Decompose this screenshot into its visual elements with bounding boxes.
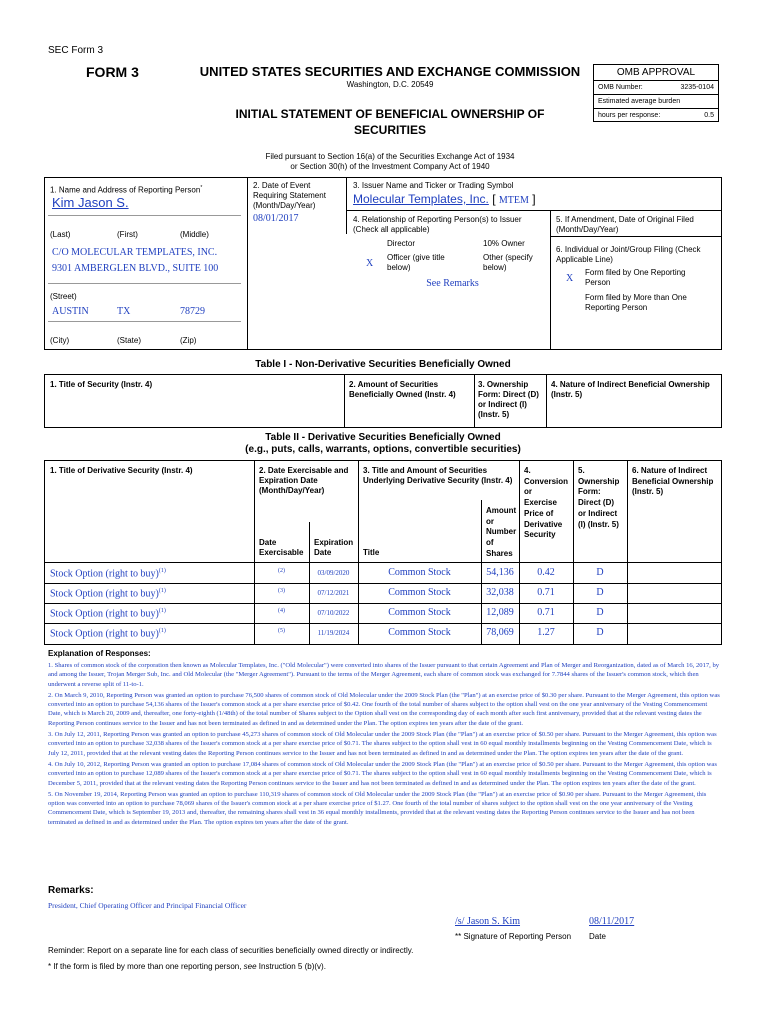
city-label: (City) (50, 336, 70, 345)
box1-label-text: 1. Name and Address of Reporting Person (50, 185, 201, 195)
ticker-bracket-close: ] (532, 192, 536, 206)
director-label: Director (387, 239, 416, 248)
zip-label: (Zip) (180, 336, 197, 345)
footnote: 3. On July 12, 2011, Reporting Person was granted an option to purchase 45,273 shares of common stock of Old Molecular under the 2009 Stock Plan (the "Plan") at an exercise price of $0.50 per share. Pursuant to the Merger Agreement, this option was converted into an option to purchase 32,038 shares of the Issuer's common stock at a per share exercise price of $0.71. The shares subject to the option shall vest in 60 equal monthly installments beginning on the Vesting Commencement Date, which is July 12, 2011, provided that at the relevant vesting dates the Reporting Person continues service to the Issuer and has not been terminated as defined in and as determined under the Plan. The option expires ten years after the date of the grant. (48, 731, 717, 757)
filed-line2: or Section 30(h) of the Investment Company Act of 1940 (290, 162, 490, 171)
box1-asterisk: * (200, 185, 203, 191)
box6-label (556, 245, 701, 265)
omb-number-value: 3235-0104 (680, 84, 714, 91)
officer-label-l2: below) (387, 263, 411, 272)
row-title: Stock Option (right to buy) (50, 568, 159, 580)
row-price: 0.42 (537, 567, 555, 578)
box3-label: 3. Issuer Name and Ticker or Trading Symbol (353, 181, 514, 190)
box2-label (253, 181, 326, 211)
t1-col3-l3: or Indirect (I) (478, 400, 527, 409)
address-line2: 9301 AMBERGLEN BLVD., SUITE 100 (52, 263, 219, 274)
row-amount: 32,038 (486, 587, 514, 598)
ticker-bracket-open: [ (492, 192, 496, 206)
sec-form-label: SEC Form 3 (48, 45, 104, 56)
t2-col5-l5: or Indirect (578, 508, 618, 518)
event-date: 08/01/2017 (253, 213, 299, 224)
t1-col4-l2: (Instr. 5) (551, 390, 583, 399)
row-title-footnote: (1) (158, 628, 166, 634)
row-title-footnote: (1) (158, 588, 166, 594)
t2-sub-amount-l1: Amount (486, 506, 517, 515)
table-row (50, 588, 166, 599)
t2-col4-l6: Derivative (524, 519, 563, 529)
table2-title-l1: Table II - Derivative Securities Beneficially Owned (265, 432, 501, 443)
t2-col4-l5: Price of (524, 508, 554, 518)
row-amount: 12,089 (486, 607, 514, 618)
filing-note (48, 962, 326, 972)
t2-sub-amount-l2: or (486, 516, 494, 526)
omb-hours-value: 0.5 (704, 112, 714, 119)
t2-sub-expiration (314, 538, 353, 558)
one-person-label-l2: Person (585, 278, 611, 287)
zip-value: 78729 (180, 306, 205, 317)
footnote: 4. On July 10, 2012, Reporting Person was granted an option to purchase 17,084 shares of common stock of Old Molecular under the 2009 Stock Plan (the "Plan") at an exercise price of $0.50 per share. Pursuant to the Merger Agreement, this option was converted into an option to purchase 12,089 shares of the Issuer's common stock at a per share exercise price of $0.71. The shares subject to the option shall vest in 60 equal monthly installments beginning on the Vesting Commencement Date, which is December 5, 2011, provided that at the relevant vesting dates the Reporting Person continues service to the Issuer and has not been terminated as defined in and as determined under the Plan. The option expires ten years after the date of the grant. (48, 760, 717, 787)
t2-col6-l3: (Instr. 5) (632, 487, 664, 497)
t1-col4-header (551, 380, 710, 400)
box6-label-l1: 6. Individual or Joint/Group Filing (Check (556, 245, 701, 254)
t2-col3-l1: 3. Title and Amount of Securities (363, 466, 488, 475)
row-ownership: D (596, 567, 604, 578)
officer-label-l1: Officer (give title (387, 253, 445, 262)
more-persons-label (585, 293, 687, 313)
ten-percent-label: 10% Owner (483, 239, 525, 248)
box4-label-l2: (Check all applicable) (353, 225, 430, 234)
box2-label-l1: 2. Date of Event (253, 181, 311, 190)
t2-sub-amount-l4: of (486, 538, 494, 548)
t2-col4-l3: or (524, 487, 532, 497)
last-label: (Last) (50, 230, 71, 239)
table2-title-l2: (e.g., puts, calls, warrants, options, convertible securities) (245, 444, 521, 455)
address-block (52, 245, 218, 277)
more-persons-label-l2: Reporting Person (585, 303, 648, 312)
t2-col2-l2: Expiration Date (259, 476, 318, 485)
t2-col4-l1: 4. (524, 466, 531, 475)
row-ownership: D (596, 627, 604, 638)
row-title-footnote: (1) (158, 568, 166, 574)
box5-label (556, 215, 694, 235)
one-person-checkmark[interactable]: X (566, 273, 574, 284)
t2-col4-l4: Exercise (524, 498, 557, 508)
row-expiration: 07/10/2022 (317, 609, 350, 617)
omb-number-label: OMB Number: (598, 84, 643, 91)
t2-col2-l3: (Month/Day/Year) (259, 486, 325, 495)
t2-col5-l1: 5. (578, 466, 585, 475)
commission-location: Washington, D.C. 20549 (346, 80, 434, 89)
row-ownership: D (596, 607, 604, 618)
row-title-footnote: (1) (158, 608, 166, 614)
t2-sub-exp-l1: Expiration (314, 538, 354, 547)
first-label: (First) (117, 230, 138, 239)
officer-label (387, 253, 445, 273)
row-ownership: D (596, 587, 604, 598)
t2-col1-header: 1. Title of Derivative Security (Instr. 4) (50, 466, 193, 475)
explanation-heading: Explanation of Responses: (48, 649, 151, 658)
row-date-exercisable: (4) (278, 608, 285, 614)
row-title: Stock Option (right to buy) (50, 628, 159, 640)
t1-col2-l1: 2. Amount of Securities (349, 380, 439, 389)
explanation-notes (48, 661, 720, 829)
box5-label-l1: 5. If Amendment, Date of Original Filed (556, 215, 694, 224)
issuer-line (353, 192, 536, 206)
row-date-exercisable: (2) (278, 568, 285, 574)
t1-col3-l2: Form: Direct (D) (478, 390, 539, 399)
page-title (180, 106, 600, 138)
t2-sub-exp-l2: Date (314, 548, 332, 557)
t2-col5-l6: (I) (Instr. 5) (578, 519, 619, 529)
t1-col3-l4: (Instr. 5) (478, 410, 510, 419)
reporting-person-name[interactable]: Kim Jason S. (52, 195, 129, 210)
one-person-label-l1: Form filed by One Reporting (585, 268, 686, 277)
box2-label-l3: (Month/Day/Year) (253, 201, 316, 210)
t1-col3-header (478, 380, 539, 420)
t2-sub-amount-l5: Shares (486, 548, 513, 558)
other-label (483, 253, 533, 273)
t2-col4-l2: Conversion (524, 476, 569, 486)
row-price: 0.71 (537, 587, 555, 598)
row-security-title: Common Stock (388, 587, 451, 598)
footnote: 2. On March 9, 2010, Reporting Person was granted an option to purchase 76,500 shares of common stock of Old Molecular under the 2009 Stock Plan (the "Plan") at an exercise price of $0.30 per share. Pursuant to the Merger Agreement, this option was converted into an option to purchase 54,136 shares of the Issuer's common stock at a per share exercise price of $0.42. One fourth of the total number of shares subject to the option shall vest on the one year anniversary of the Vesting Commencement Date, which is March 20, 2009 and, thereafter, one forty-eighth (1/48th) of the total number of Shares subject to the Option shall vest on the corresponding day of each month after such first anniversary, provided that at the relevant vesting dates the Reporting Person continues service to the Issuer and has not been terminated as defined in and as determined under the Plan. The option expires ten years after the date of the grant. (48, 691, 720, 727)
address-line1: C/O MOLECULAR TEMPLATES, INC. (52, 247, 218, 258)
signature-date-label: Date (589, 932, 606, 941)
page-title-line2: SECURITIES (353, 123, 426, 137)
t2-col6-header (632, 466, 713, 498)
other-label-l1: Other (specify (483, 253, 533, 262)
row-security-title: Common Stock (388, 607, 451, 618)
t2-col5-header (578, 466, 619, 530)
row-expiration: 11/19/2024 (317, 629, 350, 637)
omb-burden-label: Estimated average burden (594, 94, 718, 108)
filing-note-suffix: Instruction 5 (b)(v). (256, 962, 326, 971)
row-price: 0.71 (537, 607, 555, 618)
t2-sub-amount (486, 506, 516, 560)
t2-col3-header (363, 466, 512, 486)
street-label: (Street) (50, 292, 77, 301)
reminder-text: Reminder: Report on a separate line for each class of securities beneficially owned directly or indirectly. (48, 946, 414, 955)
state-value: TX (117, 306, 131, 317)
box1-label (50, 183, 202, 196)
t2-col4-header (524, 466, 568, 541)
one-person-label (585, 268, 686, 288)
box4-label (353, 215, 522, 235)
signature-name: /s/ Jason S. Kim (455, 916, 521, 927)
row-date-exercisable: (3) (278, 588, 285, 594)
t2-sub-date-l1: Date (259, 538, 277, 547)
row-title: Stock Option (right to buy) (50, 608, 159, 620)
row-date-exercisable: (5) (278, 628, 285, 634)
city-value: AUSTIN (52, 306, 89, 317)
t2-col5-l2: Ownership (578, 476, 620, 486)
remarks-text: President, Chief Operating Officer and Principal Financial Officer (48, 901, 247, 910)
row-title: Stock Option (right to buy) (50, 588, 159, 600)
filing-note-prefix: * If the form is filed by more than one reporting person, (48, 962, 244, 971)
more-persons-label-l1: Form filed by More than One (585, 293, 687, 302)
t2-sub-title: Title (363, 548, 380, 557)
other-label-l2: below) (483, 263, 507, 272)
signature-date: 08/11/2017 (589, 916, 635, 927)
t2-col2-l1: 2. Date Exercisable and (259, 466, 349, 475)
box6-label-l2: Applicable Line) (556, 255, 613, 264)
commission-name: UNITED STATES SECURITIES AND EXCHANGE COMMISSION (199, 64, 581, 79)
t2-col4-l7: Security (524, 530, 556, 540)
table-row (50, 628, 166, 639)
t1-col2-l2: Beneficially Owned (Instr. 4) (349, 390, 456, 399)
t2-sub-amount-l3: Number (486, 527, 517, 537)
t1-col1-header: 1. Title of Security (Instr. 4) (50, 380, 153, 389)
omb-hours-label: hours per response: (598, 112, 661, 119)
row-expiration: 07/12/2021 (317, 589, 350, 597)
row-security-title: Common Stock (388, 567, 451, 578)
t2-sub-date-l2: Exercisable (259, 548, 304, 557)
t2-col5-l3: Form: (578, 487, 601, 497)
box2-label-l2: Requiring Statement (253, 191, 326, 200)
t2-col3-l2: Underlying Derivative Security (Instr. 4) (363, 476, 513, 485)
t1-col4-l1: 4. Nature of Indirect Beneficial Ownership (551, 380, 710, 389)
ticker-symbol: MTEM (498, 195, 529, 206)
t2-col6-l1: 6. Nature of Indirect (632, 466, 708, 475)
table-row (50, 608, 166, 619)
t2-sub-date-exercisable (259, 538, 303, 558)
officer-checkmark[interactable]: X (366, 258, 374, 269)
remarks-heading: Remarks: (48, 885, 94, 896)
filed-line1: Filed pursuant to Section 16(a) of the Securities Exchange Act of 1934 (265, 152, 515, 161)
issuer-name-link[interactable]: Molecular Templates, Inc. (353, 192, 489, 206)
box5-label-l2: (Month/Day/Year) (556, 225, 619, 234)
table2-title (44, 432, 722, 456)
row-expiration: 03/09/2020 (317, 569, 350, 577)
table-row (50, 568, 166, 579)
t1-col3-l1: 3. Ownership (478, 380, 529, 389)
row-amount: 54,136 (486, 567, 514, 578)
t1-col2-header (349, 380, 456, 400)
t2-col5-l4: Direct (D) (578, 498, 615, 508)
t2-col6-l2: Beneficial Ownership (632, 476, 714, 486)
form-number: FORM 3 (86, 64, 139, 80)
row-price: 1.27 (537, 627, 555, 638)
row-amount: 78,069 (486, 627, 514, 638)
t2-col2-header (259, 466, 348, 496)
see-remarks-link[interactable]: See Remarks (426, 278, 479, 289)
filing-note-see: see (243, 962, 257, 971)
table1-title: Table I - Non-Derivative Securities Beneficially Owned (255, 359, 511, 370)
filed-pursuant (180, 152, 600, 172)
footnote: 1. Shares of common stock of the corporation then known as Molecular Templates, Inc. ("Old Molecular") were converted into shares of the Issuer pursuant to that certain Agreement and Plan of Merger and Reorganization, dated as of March 16, 2017, by and among the Issuer, Trojan Merger Sub, Inc. and Old Molecular (the "Merger Agreement"). Pursuant to the terms of the Merger Agreement, each share of common stock was exchanged for 7.7844 shares of the Issuer's common stock, which then underwent a reverse split of 11-to-1. (48, 662, 720, 688)
omb-title: OMB APPROVAL (594, 65, 718, 81)
state-label: (State) (117, 336, 142, 345)
box4-label-l1: 4. Relationship of Reporting Person(s) to Issuer (353, 215, 522, 224)
signature-label: ** Signature of Reporting Person (455, 932, 572, 941)
footnote: 5. On November 19, 2014, Reporting Person was granted an option to purchase 110,319 shares of common stock of Old Molecular under the 2009 Stock Plan (the "Plan") at an exercise price of $0.90 per share. Pursuant to the Merger Agreement, this option was converted into an option to purchase 78,069 shares of the Issuer's common stock at a per share exercise price of $1.27. One fourth of the total number of shares subject to the option shall vest on the one year anniversary of the Vesting Commencement Date, which is September 19, 2013 and, thereafter, the remaining shares shall vest in 36 equal monthly installments, provided that at the relevant vesting dates the Reporting Person continues service to the Issuer and has not been terminated as defined in and as determined under the Plan. The option expires ten years after the date of the grant. (48, 790, 707, 826)
page-title-line1: INITIAL STATEMENT OF BENEFICIAL OWNERSHIP OF (235, 107, 545, 121)
row-security-title: Common Stock (388, 627, 451, 638)
omb-approval-box (593, 64, 719, 122)
middle-label: (Middle) (180, 230, 209, 239)
